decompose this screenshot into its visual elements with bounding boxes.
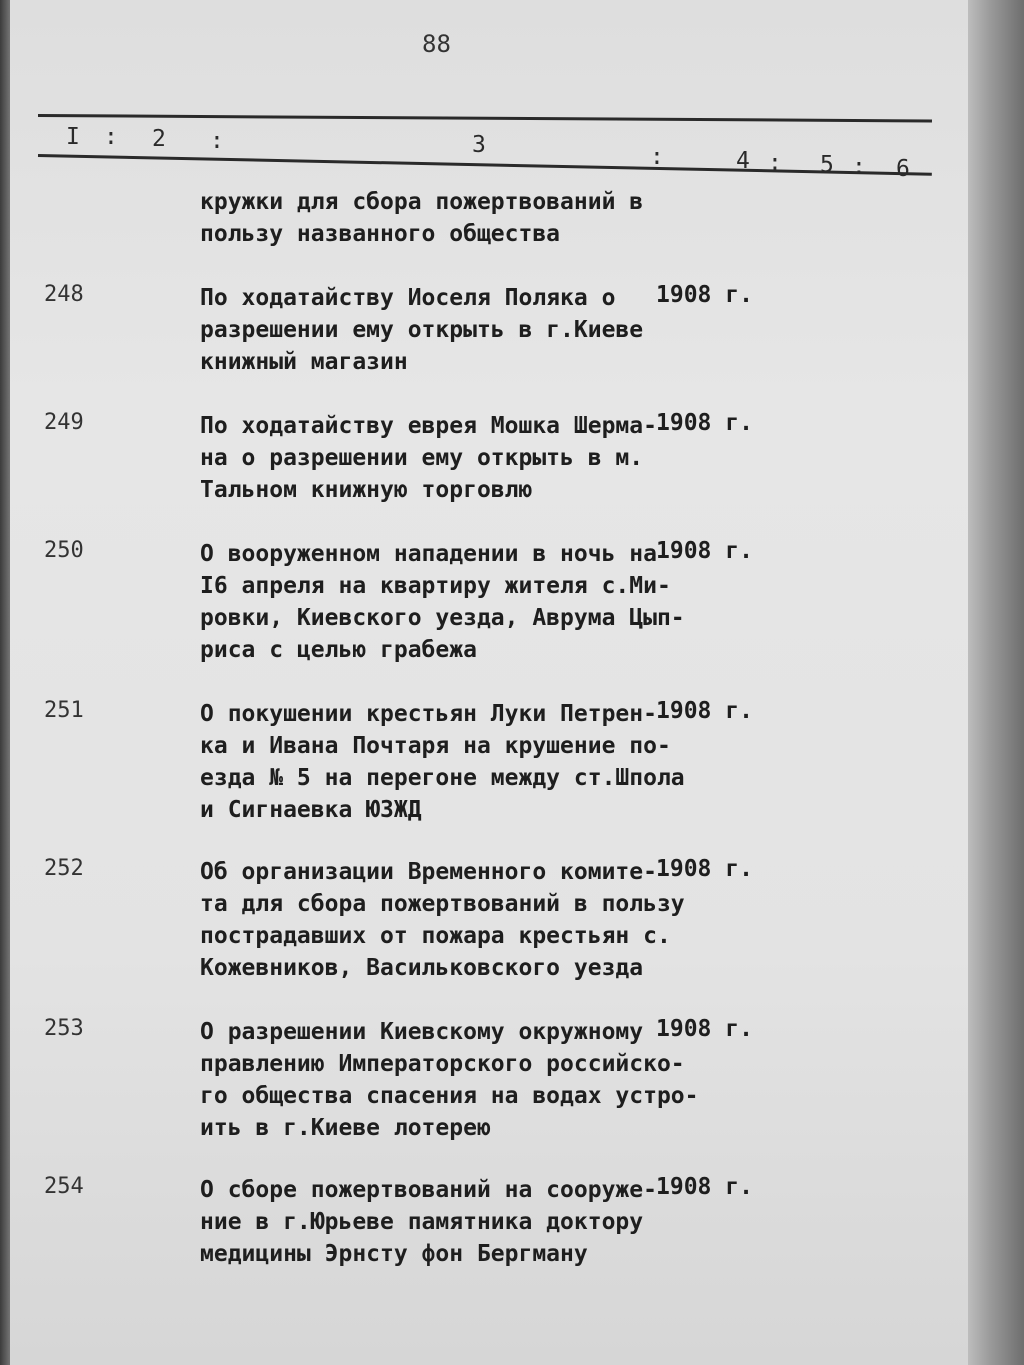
- column-header-4: 4: [736, 148, 750, 174]
- column-separator: :: [852, 154, 866, 180]
- document-page: [10, 0, 968, 1365]
- entry-title: кружки для сбора пожертвований в пользу названного общества: [200, 189, 644, 247]
- column-separator: :: [768, 150, 782, 176]
- entry-number: 251: [44, 698, 84, 723]
- entry-date: 1908 г.: [656, 410, 753, 436]
- entry-title: О вооруженном нападении в ночь на I6 апреля на квартиру жителя с.Ми- ровки, Киевского уезда, Аврума Цып- риса с целью грабежа: [200, 541, 685, 663]
- column-separator: :: [210, 128, 224, 154]
- entry-title: О сборе пожертвований на сооруже- ние в г.Юрьеве памятника доктору медицины Эрнсту фон Бергману: [200, 1177, 657, 1267]
- entry-date: 1908 г.: [656, 1016, 753, 1042]
- entry-number: 248: [44, 282, 84, 307]
- column-header-5: 5: [820, 152, 834, 178]
- entry-title: По ходатайству Иоселя Поляка о разрешении ему открыть в г.Киеве книжный магазин: [200, 285, 644, 375]
- book-page-edge: [968, 0, 1024, 1365]
- column-separator: :: [104, 124, 118, 150]
- entry-date: 1908 г.: [656, 698, 753, 724]
- entry-date: 1908 г.: [656, 1174, 753, 1200]
- column-header-6: 6: [896, 156, 910, 182]
- column-header-1: I: [66, 124, 80, 150]
- entry-number: 253: [44, 1016, 84, 1041]
- entry-number: 254: [44, 1174, 84, 1199]
- entry-number: 252: [44, 856, 84, 881]
- column-header-2: 2: [152, 126, 166, 152]
- entry-number: 250: [44, 538, 84, 563]
- entry-date: 1908 г.: [656, 282, 753, 308]
- entry-title: О разрешении Киевскому окружному правлению Императорского российско- го общества спасения на водах устро- ить в г.Киеве лотерею: [200, 1019, 699, 1141]
- page-number: 88: [422, 30, 451, 58]
- entry-date: 1908 г.: [656, 856, 753, 882]
- column-header-3: 3: [472, 132, 486, 158]
- entry-number: 249: [44, 410, 84, 435]
- entry-title: О покушении крестьян Луки Петрен- ка и Ивана Почтаря на крушение по- езда № 5 на перегоне между ст.Шпола и Сигнаевка ЮЗЖД: [200, 701, 685, 823]
- header-rule-top: [38, 114, 932, 122]
- entry-title: По ходатайству еврея Мошка Шерма- на о разрешении ему открыть в м. Тальном книжную торговлю: [200, 413, 657, 503]
- entry-date: 1908 г.: [656, 538, 753, 564]
- entry-title: Об организации Временного комите- та для сбора пожертвований в пользу пострадавших от пожара крестьян с. Кожевников, Васильковского уезда: [200, 859, 685, 981]
- column-separator: :: [650, 144, 664, 170]
